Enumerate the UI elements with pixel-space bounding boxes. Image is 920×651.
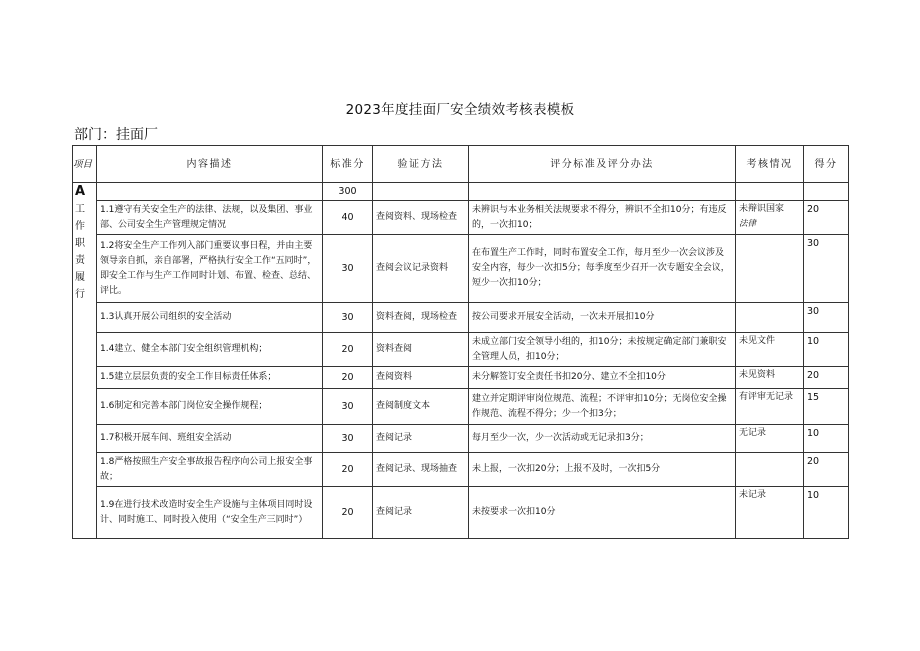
row-standard: 40: [323, 201, 373, 235]
row-method: 查阅记录: [373, 425, 469, 453]
row-standard: 30: [323, 303, 373, 333]
row-criteria: 每月至少一次，少一次活动或无记录扣3分；: [469, 425, 736, 453]
table-row: [73, 303, 849, 333]
table-row: [73, 367, 849, 389]
table-row: [73, 389, 849, 425]
category-letter: A: [75, 184, 87, 199]
row-content: 1.4建立、健全本部门安全组织管理机构；: [97, 333, 323, 367]
row-check: [736, 453, 804, 487]
category-line4: 行: [75, 289, 86, 300]
category-line1: 工: [75, 204, 86, 215]
row-score: 30: [804, 235, 849, 303]
row-check: 未见资料: [736, 367, 804, 389]
row-method: 查阅资料、现场检查: [373, 201, 469, 235]
row-criteria: 未分解签订安全责任书扣20分、建立不全扣10分: [469, 367, 736, 389]
row-method: 资料查阅，现场检查: [373, 303, 469, 333]
row-criteria: 在布置生产工作时，同时布置安全工作，每月至少一次会议涉及安全内容，每少一次扣5分；每季度至少召开一次专题安全会议，短少一次扣10分；: [469, 235, 736, 303]
header-content: 内容描述: [97, 146, 323, 183]
header-standard: 标准分: [323, 146, 373, 183]
row-score: 10: [804, 487, 849, 539]
row-standard: 20: [323, 487, 373, 539]
row-method: 查阅记录、现场抽查: [373, 453, 469, 487]
department-label: 部门：挂面厂: [74, 127, 158, 143]
category-total-row: [73, 183, 849, 201]
row-method: 查阅制度文本: [373, 389, 469, 425]
row-check: 未见文件: [736, 333, 804, 367]
row-check: 无记录: [736, 425, 804, 453]
header-check: 考核情况: [736, 146, 804, 183]
table-row: [73, 235, 849, 303]
row-criteria: 建立并定期评审岗位规范、流程；不评审扣10分；无岗位安全操作规范、流程不得分；少一个扣3分；: [469, 389, 736, 425]
row-standard: 30: [323, 235, 373, 303]
row-standard: 20: [323, 367, 373, 389]
row-criteria: 按公司要求开展安全活动，一次未开展扣10分: [469, 303, 736, 333]
row-criteria: 未上报，一次扣20分；上报不及时，一次扣5分: [469, 453, 736, 487]
row-standard: 30: [323, 389, 373, 425]
table-row: [73, 201, 849, 235]
row-content: 1.2将安全生产工作列入部门重要议事日程，并由主要领导亲自抓，亲自部署，严格执行安全工作“五同时”，即安全工作与生产工作同时计划、布置、检查、总结、评比。: [97, 235, 323, 303]
row-content: 1.7积极开展车间、班组安全活动: [97, 425, 323, 453]
row-method: 资料查阅: [373, 333, 469, 367]
row-content: 1.9在进行技术改造时安全生产设施与主体项目同时设计、同时施工、同时投入使用（“安全生产三同时”）: [97, 487, 323, 539]
row-content: 1.5建立层层负责的安全工作目标责任体系；: [97, 367, 323, 389]
header-row: [73, 146, 849, 183]
row-content: 1.1遵守有关安全生产的法律、法规，以及集团、事业部、公司安全生产管理规定情况: [97, 201, 323, 235]
row-check-text: 未辩识国家: [739, 204, 785, 214]
row-method: 查阅会议记录资料: [373, 235, 469, 303]
row-score: 20: [804, 453, 849, 487]
category-cell: [73, 183, 97, 539]
row-criteria: 未按要求一次扣10分: [469, 487, 736, 539]
row-check: [736, 303, 804, 333]
row-criteria: 未辨识与本业务相关法规要求不得分，辨识不全扣10分；有违反的，一次扣10；: [469, 201, 736, 235]
header-method: 验证方法: [373, 146, 469, 183]
category-line2: 作职: [75, 221, 86, 249]
header-criteria: 评分标准及评分办法: [469, 146, 736, 183]
row-score: 10: [804, 425, 849, 453]
row-score: 20: [804, 201, 849, 235]
assessment-table: [72, 145, 849, 539]
row-content: 1.8严格按照生产安全事故报告程序向公司上报安全事故；: [97, 453, 323, 487]
row-check-handwritten: 法律: [739, 219, 757, 229]
table-row: [73, 487, 849, 539]
row-check: [736, 235, 804, 303]
row-criteria: 未成立部门安全领导小组的，扣10分；未按规定确定部门兼职安全管理人员，扣10分；: [469, 333, 736, 367]
row-score: 15: [804, 389, 849, 425]
table-row: [73, 453, 849, 487]
table-row: [73, 333, 849, 367]
row-check: [736, 201, 804, 235]
row-score: 30: [804, 303, 849, 333]
category-line3: 责履: [75, 255, 86, 283]
row-content: 1.6制定和完善本部门岗位安全操作规程；: [97, 389, 323, 425]
page-title: 2023年度挂面厂安全绩效考核表模板: [345, 102, 575, 118]
header-project: 项目: [73, 146, 97, 183]
row-method: 查阅记录: [373, 487, 469, 539]
row-content: 1.3认真开展公司组织的安全活动: [97, 303, 323, 333]
row-standard: 20: [323, 453, 373, 487]
category-total: 300: [323, 183, 373, 201]
row-score: 10: [804, 333, 849, 367]
row-method: 查阅资料: [373, 367, 469, 389]
row-check: 未记录: [736, 487, 804, 539]
table-row: [73, 425, 849, 453]
header-score: 得分: [804, 146, 849, 183]
row-check: 有评审无记录: [736, 389, 804, 425]
row-standard: 20: [323, 333, 373, 367]
row-standard: 30: [323, 425, 373, 453]
row-score: 20: [804, 367, 849, 389]
